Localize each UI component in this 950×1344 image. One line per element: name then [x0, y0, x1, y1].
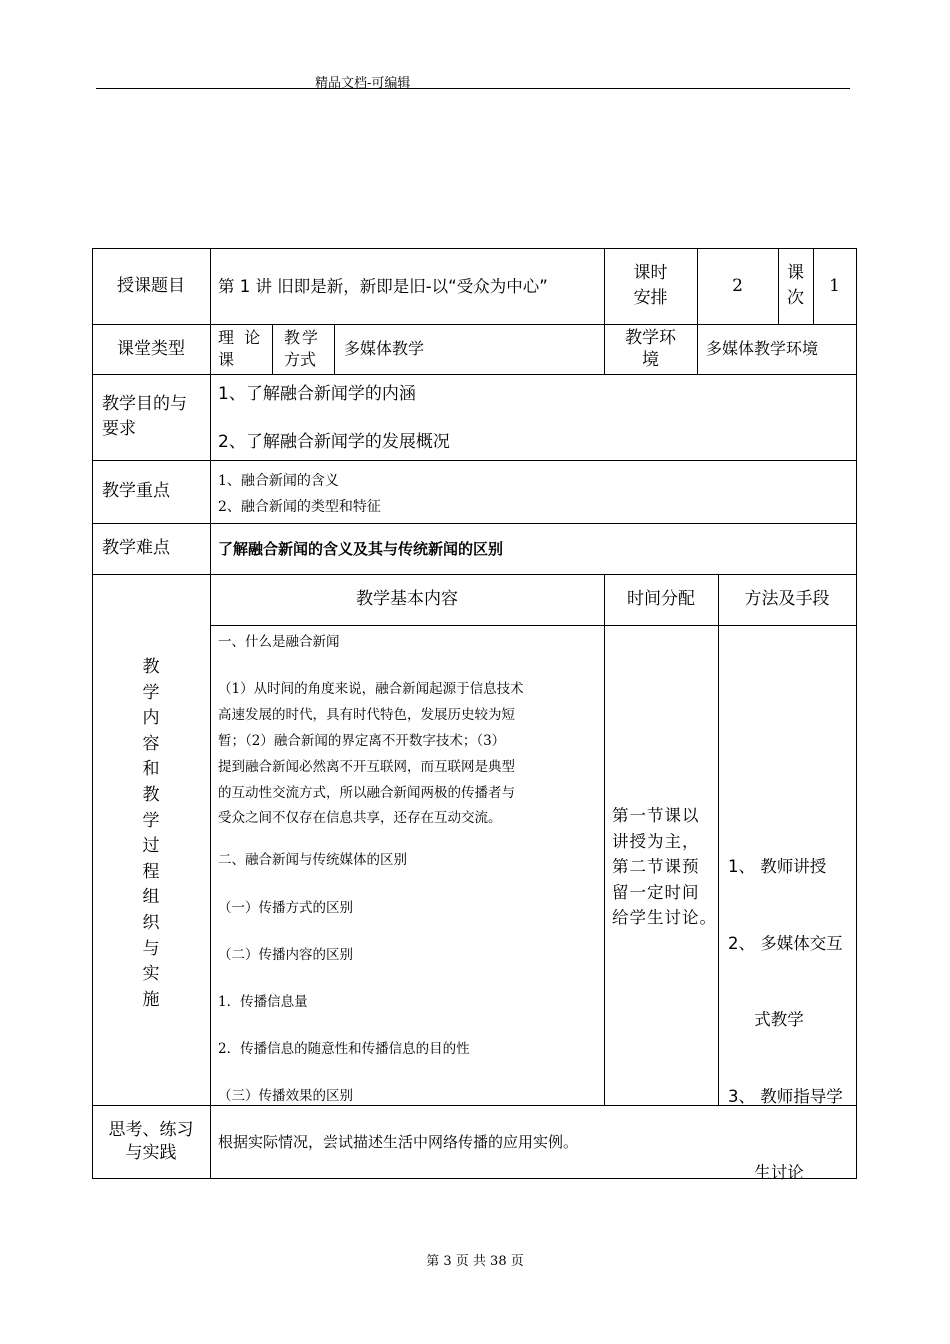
content-line: 提到融合新闻必然离不开互联网，而互联网是典型	[218, 759, 515, 775]
content-line: 高速发展的时代，具有时代特色，发展历史较为短	[218, 707, 515, 723]
class-type-line: 课	[218, 350, 235, 369]
content-line: 2．传播信息的随意性和传播信息的目的性	[218, 1041, 470, 1057]
process-label-char: 教	[142, 657, 160, 677]
time-allocation	[612, 803, 717, 931]
content-line: 二、融合新闻与传统媒体的区别	[218, 852, 407, 868]
time-line: 讲授为主，	[612, 831, 700, 851]
key-point-item: 2、融合新闻的类型和特征	[218, 499, 381, 515]
class-type-label: 课堂类型	[117, 338, 185, 359]
header-divider	[96, 88, 850, 89]
content-line: （一）传播方式的区别	[218, 900, 353, 916]
process-label-char: 教	[142, 784, 160, 805]
process-label-char: 学	[142, 810, 160, 831]
column-divider	[718, 574, 719, 1105]
method-line: 3、 教师指导学	[728, 1086, 843, 1106]
process-label-char: 过	[142, 836, 160, 857]
session-label	[778, 248, 813, 324]
content-line: （三）传播效果的区别	[218, 1088, 353, 1104]
content-line: 1．传播信息量	[218, 994, 308, 1010]
process-label-char: 内	[142, 708, 160, 729]
column-divider	[334, 324, 335, 374]
row-divider	[210, 625, 857, 626]
method-line: 1、 教师讲授	[728, 857, 827, 876]
time-line: 给学生讨论。	[612, 908, 717, 927]
process-label-char: 程	[142, 861, 160, 882]
practice-value: 根据实际情况，尝试描述生活中网络传播的应用实例。	[218, 1133, 579, 1151]
method-line: 式教学	[728, 1010, 804, 1029]
column-divider	[272, 324, 273, 374]
content-column-header: 教学基本内容	[356, 589, 458, 609]
content-line: 暂；（2）融合新闻的界定离不开数字技术；（3）	[218, 733, 506, 749]
hours-value: 2	[732, 275, 743, 296]
process-label-char: 与	[142, 938, 160, 959]
method-line: 2、 多媒体交互	[728, 933, 843, 953]
practice-label-line: 思考、练习	[108, 1119, 194, 1140]
time-line: 留一定时间	[612, 882, 700, 902]
content-line: （1）从时间的角度来说，融合新闻起源于信息技术	[218, 681, 524, 697]
objective-item: 1、了解融合新闻学的内涵	[218, 384, 416, 404]
hours-label-line: 课时	[633, 263, 668, 283]
method-column-header: 方法及手段	[744, 589, 830, 609]
teaching-method-label	[284, 324, 334, 374]
teaching-env-label-line: 境	[642, 350, 659, 370]
content-line: （二）传播内容的区别	[218, 947, 353, 963]
key-point-item: 1、融合新闻的含义	[218, 473, 339, 489]
time-line: 第一节课以	[612, 806, 700, 825]
objective-item: 2、了解融合新闻学的发展概况	[218, 432, 450, 452]
process-label-char: 施	[142, 989, 160, 1010]
difficulty-value: 了解融合新闻的含义及其与传统新闻的区别	[218, 540, 504, 558]
objectives-label	[102, 374, 210, 460]
teaching-method-value: 多媒体教学	[344, 339, 425, 358]
page-header-title: 精品文档-可编辑	[315, 76, 411, 91]
process-label	[92, 655, 210, 1013]
objectives-label-line: 要求	[102, 419, 136, 439]
column-divider	[604, 574, 605, 1105]
difficulty-label: 教学难点	[102, 538, 170, 558]
objectives-label-line: 教学目的与	[102, 394, 187, 414]
table-border-right	[856, 248, 857, 1178]
process-label-char: 组	[142, 887, 160, 908]
process-label-char: 实	[142, 964, 160, 985]
process-label-char: 织	[142, 912, 160, 933]
teaching-method-label-line: 教学	[284, 328, 321, 347]
page-footer: 第 3 页 共 38 页	[426, 1254, 524, 1269]
teaching-env-label	[604, 324, 697, 374]
hours-label	[604, 248, 697, 324]
time-column-header: 时间分配	[627, 589, 695, 609]
session-value: 1	[829, 275, 840, 296]
class-type-value	[218, 324, 272, 374]
course-topic-value: 第 1 讲 旧即是新，新即是旧-以“受众为中心”	[218, 276, 548, 296]
process-label-char: 学	[142, 682, 160, 703]
practice-label	[92, 1105, 210, 1178]
content-line: 受众之间不仅存在信息共享，还存在互动交流。	[218, 810, 502, 826]
course-topic-label: 授课题目	[117, 275, 185, 296]
class-type-line: 理 论	[218, 328, 261, 347]
session-label-line: 次	[787, 288, 804, 308]
time-line: 第二节课预	[612, 857, 700, 876]
session-label-line: 课	[787, 263, 804, 283]
teaching-env-value: 多媒体教学环境	[706, 339, 819, 358]
content-line: 的互动性交流方式，所以融合新闻两极的传播者与	[218, 785, 515, 801]
method-line: 生讨论	[728, 1163, 804, 1182]
key-points-label: 教学重点	[102, 481, 170, 501]
teaching-env-label-line: 教学环	[625, 328, 676, 348]
practice-label-line: 与实践	[125, 1142, 177, 1163]
content-line: 一、什么是融合新闻	[218, 634, 340, 650]
hours-label-line: 安排	[633, 288, 668, 308]
process-label-char: 容	[142, 733, 160, 754]
column-divider	[210, 248, 211, 1178]
teaching-method-label-line: 方式	[284, 350, 317, 369]
process-label-char: 和	[142, 759, 160, 780]
